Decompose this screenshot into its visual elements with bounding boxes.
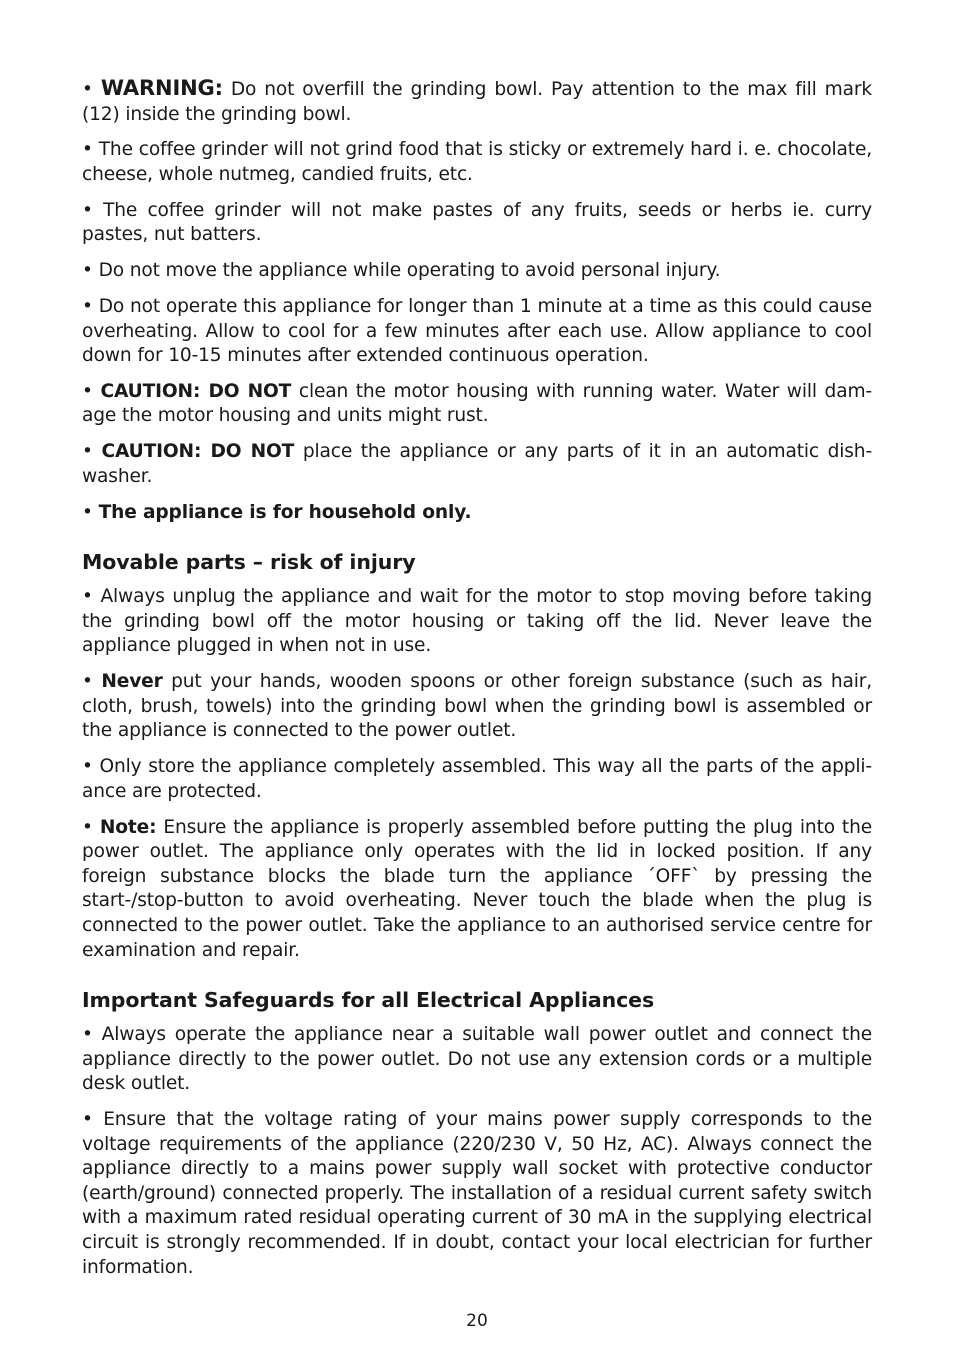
household-only-notice: The appliance is for household only.	[98, 501, 472, 523]
paragraph-text: Only store the appliance completely assembled. This way all the parts of the appli-ance are protected.	[82, 756, 872, 802]
list-item	[82, 440, 872, 489]
bullet: •	[82, 441, 93, 463]
caution-label: CAUTION: DO NOT	[101, 441, 295, 463]
list-item	[82, 1023, 872, 1097]
paragraph-text: Always operate the appliance near a suitable wall power outlet and connect the appliance directly to the power outlet. Do not use any extension cords or a multiple desk outlet.	[82, 1024, 872, 1095]
list-item	[82, 670, 872, 744]
list-item	[82, 295, 872, 369]
bullet: •	[82, 1109, 93, 1131]
bullet: •	[82, 671, 93, 693]
paragraph-text: Do not operate this appliance for longer than 1 minute at a time as this could cause overheating. Allow to cool for a few minutes after each use. Allow appliance to cool down for 10-15 minutes after extended continuous operation.	[82, 295, 872, 367]
bullet: •	[82, 501, 93, 523]
bullet: •	[82, 260, 93, 282]
note-label: Note:	[99, 816, 157, 838]
bullet: •	[82, 139, 93, 161]
list-item	[82, 501, 872, 526]
paragraph-text: Ensure the appliance is properly assembled before putting the plug into the power outlet. The appliance only operates with the lid in locked position. If any foreign substance blocks the blade turn the appliance ´OFF` by pressing the start-/stop-button to avoid overheating. Never touch the blade when the plug is connected to the power outlet. Take the appliance to an authorised service centre for examination and repair.	[82, 816, 872, 961]
section-heading: Important Safeguards for all Electrical Appliances	[82, 988, 655, 1013]
bullet: •	[82, 79, 93, 100]
paragraph-text: place the appliance or any parts of it in an automatic dish-washer.	[82, 441, 873, 487]
list-item	[82, 76, 872, 127]
paragraph-text: Ensure that the voltage rating of your mains power supply corresponds to the voltage requirements of the appliance (220/230 V, 50 Hz, AC). Always connect the appliance directly to a mains power supply wall socket with protective conductor (earth/ground) connected properly. The installation of a residual current safety switch with a maximum rated residual operating current of 30 mA in the supplying electrical circuit is strongly recommended. If in doubt, contact your local electrician for further information.	[82, 1109, 872, 1278]
list-item	[82, 199, 872, 248]
list-item	[82, 1108, 872, 1280]
list-item	[82, 138, 872, 187]
bullet: •	[82, 295, 93, 317]
paragraph-text: put your hands, wooden spoons or other foreign substance (such as hair, cloth, brush, towels) into the grinding bowl when the grinding bowl is assembled or the appliance is connected to the power outlet.	[82, 671, 872, 742]
list-item	[82, 816, 872, 964]
document-body	[82, 76, 872, 1291]
paragraph-text: clean the motor housing with running water. Water will dam-age the motor housing and units might rust.	[82, 380, 872, 427]
paragraph-text: The coffee grinder will not grind food that is sticky or extremely hard i. e. chocolate, cheese, whole nutmeg, candied fruits, etc.	[82, 139, 872, 185]
caution-label: CAUTION: DO NOT	[100, 380, 292, 402]
safety-list	[82, 76, 872, 525]
list-item	[82, 259, 872, 284]
movable-parts-list	[82, 585, 872, 963]
list-item	[82, 380, 872, 429]
bullet: •	[82, 756, 93, 778]
list-item	[82, 755, 872, 804]
bullet: •	[82, 586, 93, 608]
page-number: 20	[466, 1311, 488, 1331]
bullet: •	[82, 816, 93, 838]
bullet: •	[82, 380, 93, 402]
paragraph-text: Always unplug the appliance and wait for the motor to stop moving before taking the grinding bowl off the motor housing or taking off the lid. Never leave the appliance plugged in when not in use.	[82, 586, 872, 657]
never-label: Never	[101, 671, 163, 693]
list-item	[82, 585, 872, 659]
bullet: •	[82, 199, 93, 221]
warning-label: WARNING:	[100, 76, 223, 100]
paragraph-text: Do not move the appliance while operating to avoid personal injury.	[92, 260, 721, 282]
section-heading: Movable parts – risk of injury	[82, 550, 416, 575]
paragraph-text: Do not overfill the grinding bowl. Pay attention to the max fill mark (12) inside the grinding bowl.	[82, 79, 872, 125]
paragraph-text: The coffee grinder will not make pastes of any fruits, seeds or herbs ie. curry pastes, nut batters.	[82, 199, 872, 246]
electrical-safeguards-list	[82, 1023, 872, 1280]
bullet: •	[82, 1024, 93, 1046]
